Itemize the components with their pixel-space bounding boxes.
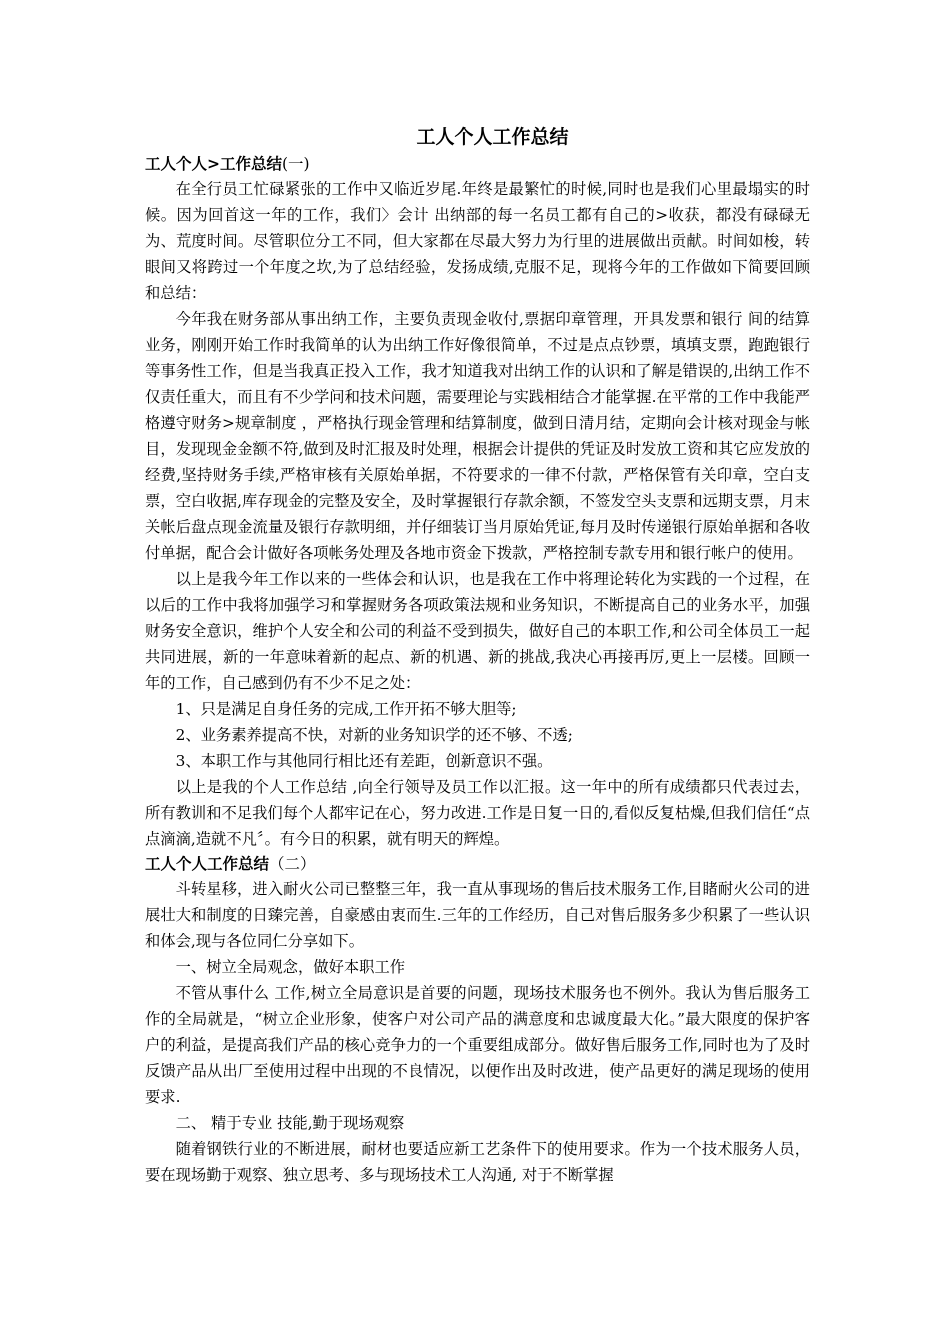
- section-1-paragraph: 今年我在财务部从事出纳工作，主要负责现金收付,票据印章管理，开具发票和银行 间的结算业务，刚刚开始工作时我简单的认为出纳工作好像很简单，不过是点点钞票，填填支票，跑跑银行等事务性工作，但是当我真正投入工作，我才知道我对出纳工作的认识和了解是错误的,出纳工作不仅责任重大，而且有不少学问和技术问题，需要理论与实践相结合才能掌握.在平常的工作中我能严格遵守财务>规章制度 ，严格执行现金管理和结算制度，做到日清月结，定期向会计核对现金与帐目，发现现金金额不符,做到及时汇报及时处理，根据会计提供的凭证及时发放工资和其它应发放的经费,坚持财务手续,严格审核有关原始单据，不符要求的一律不付款，严格保管有关印章，空白支票，空白收据,库存现金的完整及安全，及时掌握银行存款余额，不签发空头支票和远期支票，月末关帐后盘点现金流量及银行存款明细，并仔细装订当月原始凭证,每月及时传递银行原始单据和各收付单据，配合会计做好各项帐务处理及各地市资金下拨款，严格控制专款专用和银行帐户的使用。: [145, 310, 810, 562]
- section-2-subheading: 二、 精于专业 技能,勤于现场观察: [175, 1114, 405, 1132]
- shortcoming-item: 1、只是满足自身任务的完成,工作开拓不够大胆等;: [175, 700, 517, 718]
- section-2-paragraph: 不管从事什么 工作,树立全局意识是首要的问题，现场技术服务也不例外。我认为售后服务工作的全局就是，“树立企业形象，使客户对公司产品的满意度和忠诚度最大化。”最大限度的保护客户的利益，是提高我们产品的核心竞争力的一个重要组成部分。做好售后服务工作,同时也为了及时反馈产品从出厂至使用过程中出现的不良情况，以便作出及时改进，使产品更好的满足现场的使用要求.: [145, 984, 810, 1106]
- document-title: 工人个人工作总结: [416, 126, 569, 148]
- section-1-heading-text: 工人个人>工作总结: [145, 154, 282, 173]
- shortcoming-item: 3、本职工作与其他同行相比还有差距，创新意识不强。: [175, 752, 553, 770]
- section-2-intro: 斗转星移，进入耐火公司已整整三年，我一直从事现场的售后技术服务工作,目睹耐火公司的进展壮大和制度的日臻完善，自豪感由衷而生.三年的工作经历，自己对售后服务多少积累了一些认识和体会,现与各位同仁分享如下。: [145, 880, 810, 950]
- section-1-paragraph: 以上是我今年工作以来的一些体会和认识，也是我在工作中将理论转化为实践的一个过程，在以后的工作中我将加强学习和掌握财务各项政策法规和业务知识，不断提高自己的业务水平，加强财务安全意识，维护个人安全和公司的利益不受到损失，做好自己的本职工作,和公司全体员工一起共同进展，新的一年意味着新的起点、新的机遇、新的挑战,我决心再接再厉,更上一层楼。回顾一年的工作，自己感到仍有不少不足之处：: [145, 570, 810, 692]
- section-2-paragraph: 随着钢铁行业的不断进展，耐材也要适应新工艺条件下的使用要求。作为一个技术服务人员，要在现场勤于观察、独立思考、多与现场技术工人沟通, 对于不断掌握: [145, 1140, 810, 1184]
- section-1-closing: 以上是我的个人工作总结 ,向全行领导及员工作以汇报。这一年中的所有成绩都只代表过去，所有教训和不足我们每个人都牢记在心，努力改进.工作是日复一日的,看似反复枯燥,但我们信任“点点滴滴,造就不凡〞。有今日的积累，就有明天的辉煌。: [145, 778, 810, 848]
- section-2-subheading: 一、树立全局观念，做好本职工作: [175, 958, 406, 976]
- section-2-heading: [145, 852, 810, 876]
- section-2-heading-text: 工人个人工作总结: [145, 854, 270, 873]
- section-1-heading-number: (一): [282, 155, 310, 173]
- section-1-heading: [145, 152, 810, 176]
- shortcoming-item: 2、业务素养提高不快，对新的业务知识学的还不够、不透;: [175, 726, 573, 744]
- document-page: [145, 122, 810, 1188]
- section-2-heading-number: （二）: [269, 855, 316, 873]
- section-1-paragraph: 在全行员工忙碌紧张的工作中又临近岁尾.年终是最繁忙的时候,同时也是我们心里最塌实的时候。因为回首这一年的工作，我们〉会计 出纳部的每一名员工都有自己的>收获，都没有碌碌无为、荒度时间。尽管职位分工不同，但大家都在尽最大努力为行里的进展做出贡献。时间如梭，转眼间又将跨过一个年度之坎,为了总结经验，发扬成绩,克服不足，现将今年的工作做如下简要回顾和总结：: [145, 180, 810, 302]
